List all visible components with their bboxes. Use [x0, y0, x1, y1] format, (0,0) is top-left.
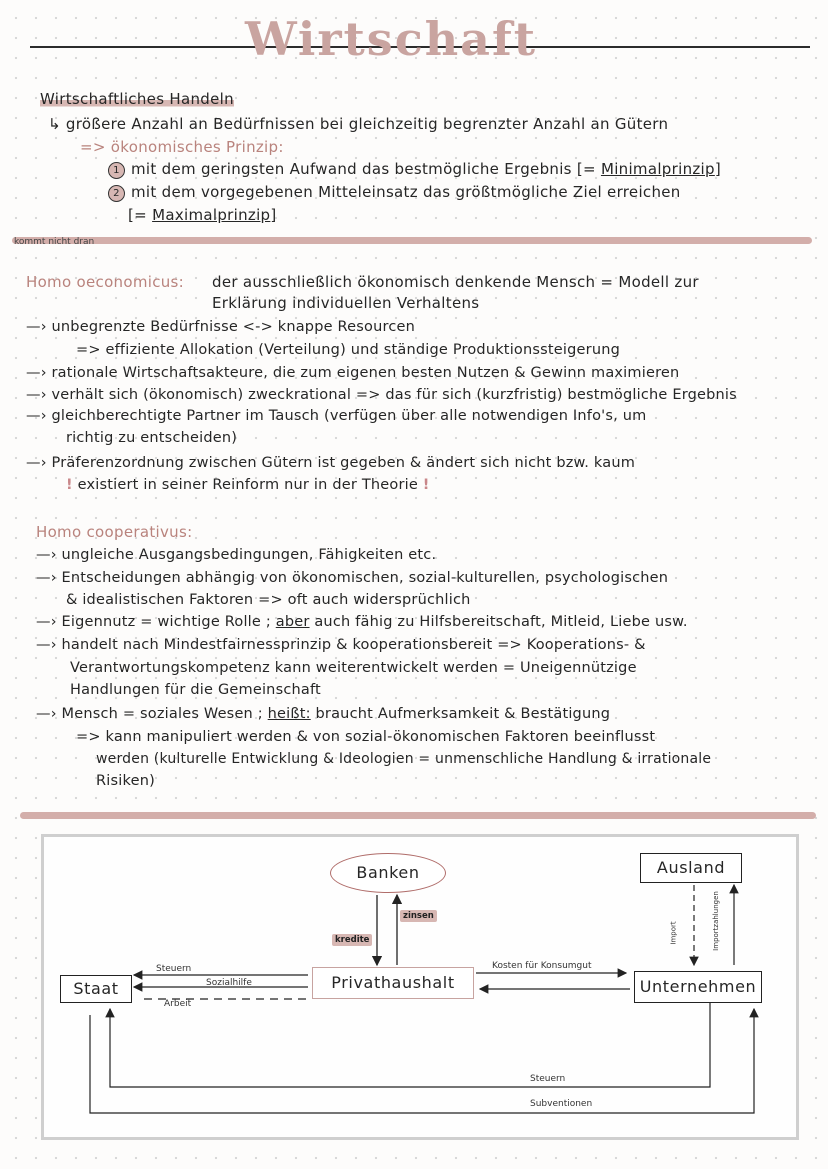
item-text-end: ] [714, 160, 721, 178]
text-line: —› verhält sich (ökonomisch) zweckrational => das für sich (kurzfristig) bestmögliche Ergebnis [26, 387, 737, 403]
node-banken: Banken [330, 853, 446, 893]
item-text: [= [128, 206, 153, 224]
arrow-subventionen [90, 1009, 754, 1113]
label-subventionen: Subventionen [530, 1099, 593, 1109]
divider [12, 237, 812, 244]
item-text: mit dem vorgegebenen Mitteleinsatz das größtmögliche Ziel erreichen [131, 183, 681, 201]
section-heading-homo-cooperativus: Homo cooperativus: [36, 523, 193, 541]
number-badge: 2 [108, 185, 125, 202]
text-line: —› rationale Wirtschaftsakteure, die zum eigenen besten Nutzen & Gewinn maximieren [26, 365, 680, 381]
text-line: —› Entscheidungen abhängig von ökonomischen, sozial-kulturellen, psychologischen [36, 570, 669, 586]
label-kredite: kredite [332, 934, 372, 946]
text-line: ↳ größere Anzahl an Bedürfnissen bei gleichzeitig begrenzter Anzahl an Gütern [48, 115, 669, 133]
arrow: —› [36, 614, 57, 630]
definition-line: der ausschließlich ökonomisch denkende Mensch = Modell zur [212, 273, 699, 291]
text-line [36, 614, 688, 630]
warning-mark: ! [422, 477, 430, 493]
text-line: => effiziente Allokation (Verteilung) und ständige Produktionssteigerung [76, 342, 620, 358]
section-heading-homo-oeconomicus: Homo oeconomicus: [26, 273, 185, 291]
term-maximalprinzip: Maximalprinzip [152, 206, 271, 224]
label-kosten-fuer-konsumgut: Kosten für Konsumgut [492, 961, 592, 971]
label-importzahlungen: Importzahlungen [711, 891, 720, 951]
definition-line: Erklärung individuellen Verhaltens [212, 294, 480, 312]
divider [20, 812, 816, 819]
label-steuern: Steuern [156, 964, 192, 974]
text: braucht Aufmerksamkeit & Bestätigung [315, 706, 611, 722]
arrow-steuern-unternehmen [110, 1002, 710, 1087]
text-line: —› handelt nach Mindestfairnessprinzip & kooperationsbereit => Kooperations- & [36, 637, 646, 653]
text-line: Verantwortungskompetenz kann weiterentwickelt werden = Uneigennützige [70, 660, 637, 676]
section-heading-wirtschaftliches-handeln: Wirtschaftliches Handeln [40, 90, 234, 108]
text-line: Risiken) [96, 773, 155, 789]
node-staat: Staat [60, 975, 132, 1003]
text-line: Handlungen für die Gemeinschaft [70, 682, 321, 698]
text-line: —› ungleiche Ausgangsbedingungen, Fähigkeiten etc. [36, 547, 437, 563]
node-ausland: Ausland [640, 853, 742, 883]
list-item [108, 160, 721, 179]
warning-line [66, 477, 430, 493]
number-badge: 1 [108, 162, 125, 179]
emphasis-aber: aber [275, 614, 310, 630]
label-import: Import [669, 921, 678, 945]
text-line: richtig zu entscheiden) [66, 430, 238, 446]
prinzip-label: => ökonomisches Prinzip: [80, 138, 284, 156]
term-minimalprinzip: Minimalprinzip [600, 160, 715, 178]
label-arbeit: Arbeit [164, 999, 192, 1009]
item-text-end: ] [270, 206, 277, 224]
list-item [108, 183, 681, 202]
label-steuern-unternehmen: Steuern [530, 1074, 566, 1084]
note-kommt-nicht-dran: kommt nicht dran [14, 237, 95, 247]
node-privathaushalt: Privathaushalt [312, 967, 474, 999]
list-item-cont [128, 206, 277, 224]
text-line: & idealistischen Faktoren => oft auch widersprüchlich [66, 592, 471, 608]
page-title: Wirtschaft [245, 12, 538, 66]
text: Eigennutz = wichtige Rolle ; [61, 614, 271, 630]
label-zinsen: zinsen [400, 910, 437, 922]
warning-text: existiert in seiner Reinform nur in der Theorie [77, 477, 418, 493]
item-text: mit dem geringsten Aufwand das bestmögliche Ergebnis [= [131, 160, 601, 178]
text-line: —› gleichberechtigte Partner im Tausch (verfügen über alle notwendigen Info's, um [26, 408, 647, 424]
text: auch fähig zu Hilfsbereitschaft, Mitleid, Liebe usw. [314, 614, 688, 630]
warning-mark: ! [66, 477, 73, 493]
text: —› Mensch = soziales Wesen ; [36, 706, 263, 722]
node-unternehmen: Unternehmen [634, 971, 762, 1003]
text-line [36, 706, 610, 722]
text-line: => kann manipuliert werden & von sozial-ökonomischen Faktoren beeinflusst [76, 729, 656, 745]
text-line: —› Präferenzordnung zwischen Gütern ist gegeben & ändert sich nicht bzw. kaum [26, 455, 636, 471]
emphasis-heisst: heißt: [267, 706, 311, 722]
economic-cycle-diagram [41, 834, 799, 1140]
text-line: —› unbegrenzte Bedürfnisse <-> knappe Resourcen [26, 319, 416, 335]
text-line: werden (kulturelle Entwicklung & Ideologien = unmenschliche Handlung & irrationale [96, 751, 712, 767]
label-sozialhilfe: Sozialhilfe [206, 978, 252, 988]
